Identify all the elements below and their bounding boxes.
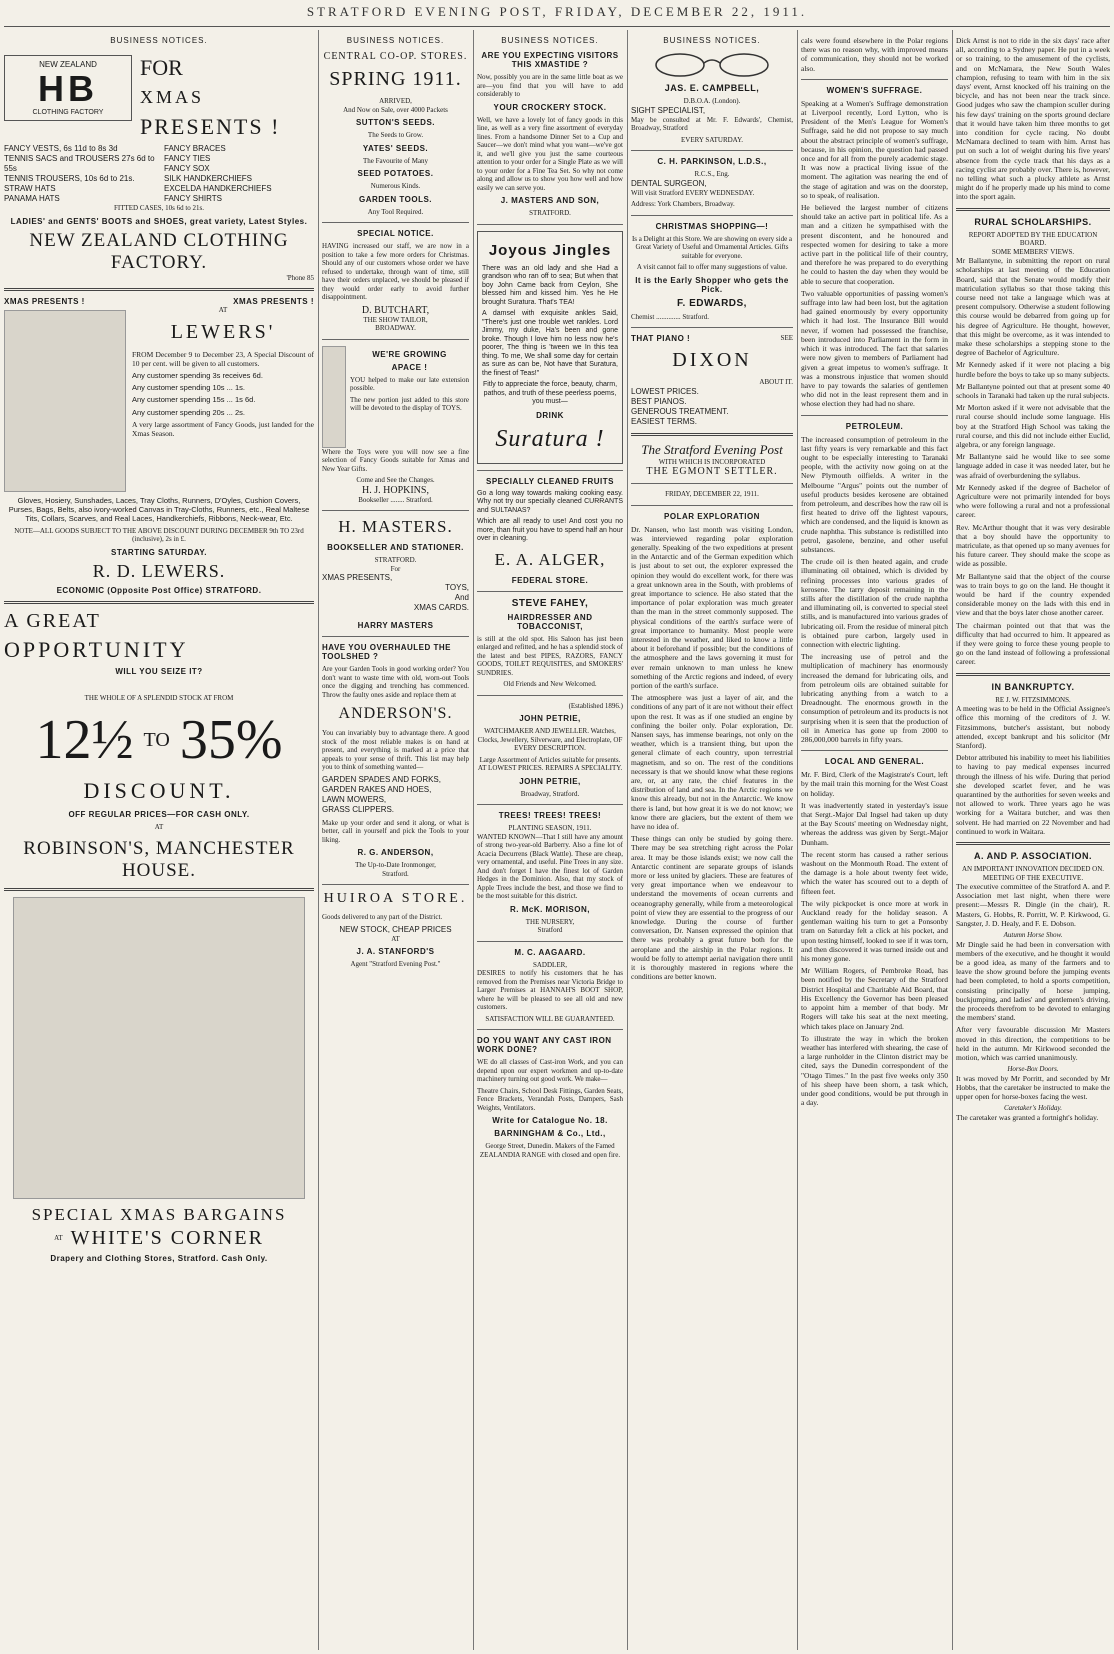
discount-word: DISCOUNT. [83, 778, 235, 804]
ad-text: A visit cannot fail to offer many suggestions of value. [636, 263, 788, 271]
ad-verse: There was an old lady and she Had a grandson who ran off to sea; But when that boy John Came back from Ceylon, She blessed him and kissed him. Yes he He brought Suratura. That's TEA! [482, 264, 618, 306]
masters-ad [322, 517, 469, 630]
robinsons-ad [4, 610, 314, 882]
article-paragraph: Mr Ballantyne, in submitting the report on rural scholarships at last meeting of the Education Board, said that the Senate would modify their matriculation syllabus so that those taking this course need not take a language which was at present compulsory. Otherwise a student following this course would be debarred from going up for his degree of Agriculture. He thought, however, that this might be overcome, as it was intended to make these scholarships a stepping stone to the degree of Bachelor of Agriculture. [956, 256, 1110, 358]
article-paragraph: It was inadvertently stated in yesterday's issue that Sergt.-Major Dal Ingsel had taken up duty at the Bay Scouts' meeting on Wednesday night, whereas the address was given by Sergt.-Major Dunham. [801, 800, 948, 847]
issue-date: FRIDAY, DECEMBER 22, 1911. [665, 490, 759, 498]
section-heading: BUSINESS NOTICES. [346, 36, 445, 45]
parkinson-ad [631, 157, 793, 209]
ad-text: Well, we have a lovely lot of fancy goods in this line, as well as a very fine assortment of everyday lines. From a handsome Dinner Set to a Cup and Saucer—we don't mind what you want—we've got it, and we'll give you just the same courteous attention to your order for a Single Plate as we will to your order for a Fine Tea Set. So why not come along and allow us to show you how well and how easily we can serve you. [477, 115, 623, 192]
discount-percent: 35% [179, 709, 283, 772]
article-paragraph: After very favourable discussion Mr Masters moved in this direction, the competitions to be held in the autumn. Mr Kirkwood seconded the motion, which was carried unanimously. [956, 1025, 1110, 1062]
ad-headline: SPECIALLY CLEANED FRUITS [485, 476, 614, 486]
ad-text: ARRIVED, [379, 97, 412, 105]
ad-text: TOYS, [445, 583, 469, 592]
ad-footer: SATISFACTION WILL BE GUARANTEED. [485, 1014, 615, 1023]
divider [322, 510, 469, 511]
goods-item: SILK HANDKERCHIEFS [164, 174, 253, 183]
ad-text: EVERY SATURDAY. [681, 135, 743, 144]
divider [801, 79, 948, 80]
article-title: WOMEN'S SUFFRAGE. [826, 85, 923, 95]
ad-note: NOTE—ALL GOODS SUBJECT TO THE ABOVE DISCOUNT DURING DECEMBER 9th TO 23rd (inclusive), 2s in £. [14, 526, 304, 544]
column-3 [473, 30, 627, 1650]
article-paragraph: Mr Ballantyne pointed out that at present some 40 schools in Taranaki had taken up the rural subjects. [956, 381, 1110, 400]
ad-text: ABOUT IT. [759, 378, 793, 386]
nameplate-sub: WITH WHICH IS INCORPORATED [658, 457, 766, 466]
phone-number: 'Phone 85 [286, 273, 314, 282]
masthead: STRATFORD EVENING POST, FRIDAY, DECEMBER 22, 1911. [306, 4, 808, 19]
ad-item: LAWN MOWERS, [322, 794, 387, 804]
ad-signature: THE SHOW TAILOR, [363, 315, 428, 324]
ad-text: Gloves, Hosiery, Sunshades, Laces, Tray Cloths, Runners, D'Oyles, Cushion Covers, Purses, Bags, Belts, also ivory-worked Canvas in Tray-Cloths, Runners, etc., Real Maltese Tits, Collars, Scarves, and Real Laces, Handkerchiefs, Ribbons, Neck-wear, Etc. [8, 496, 310, 524]
nz-clothing-ad [4, 51, 314, 282]
alger-ad [477, 477, 623, 585]
ad-text: Which are all ready to use! And cost you no more, than fruit you have to spend half an hour over in cleaning. [477, 518, 623, 542]
article-paragraph: A meeting was to be held in the Official Assignee's office this morning of the creditors of J. W. Fitzsimmons, butcher's assistant, but nobody attended, except bankrupt and his solicitor (Mr Stanford). [956, 704, 1110, 750]
ad-headline: CHRISTMAS SHOPPING—! [655, 221, 769, 231]
man-illustration [322, 346, 346, 448]
lady-illustration [4, 310, 126, 492]
ad-headline: FOR [140, 55, 183, 80]
ad-signature: J. MASTERS AND SON, [500, 196, 600, 205]
divider [631, 327, 793, 328]
ad-text: THE WHOLE OF A SPLENDID STOCK AT FROM [84, 693, 234, 702]
ad-headline: SPECIAL XMAS BARGAINS [31, 1204, 287, 1224]
goods-item: FANCY SHIRTS [164, 194, 222, 203]
ad-signature: The Up-to-Date Ironmonger, [355, 861, 436, 869]
hb-logo-line: CLOTHING FACTORY [32, 109, 104, 116]
masters-crockery-ad [477, 51, 623, 218]
ad-signature: THE NURSERY, [525, 917, 575, 926]
ad-headline: XMAS PRESENTS ! [4, 297, 85, 306]
nameplate-sub: THE EGMONT SETTLER. [646, 466, 778, 477]
article-paragraph: cals were found elsewhere in the Polar regions there was no reason why, with improved means of communication, they should not be worked also. [801, 36, 948, 73]
ad-text: May be consulted at Mr. F. Edwards', Chemist, Broadway, Stratford [631, 115, 793, 132]
article-title: POLAR EXPLORATION [664, 511, 760, 521]
hb-logo-mark: HB [38, 68, 98, 109]
ad-text: SEE [780, 334, 793, 342]
article-subtitle: REPORT ADOPTED BY THE EDUCATION BOARD. [968, 230, 1098, 248]
ad-text: NEW STOCK, CHEAP PRICES [339, 924, 452, 934]
article-paragraph: To illustrate the way in which the broken weather has interfered with shearing, the case of a large runholder in the Clinton district may be cited, says the Dunedin correspondent of the "Otago Times." In the past five weeks only 350 of his sheep have been shorn, a task which, under good conditions, would be put through in a day. [801, 1033, 948, 1108]
ad-headline: XMAS [140, 87, 205, 107]
ad-item: Any Tool Required. [367, 207, 424, 216]
campbell-ad [631, 51, 793, 144]
ad-signature: Broadway, Stratford. [520, 789, 580, 798]
ad-text: HAVING increased our staff, we are now in a position to take a few more orders for Christmas. Should any of our customers whose order we have refused to undertake, through want of time, still have their orders unplaced, we should be pleased if they would order early to avoid further disappointment. [322, 242, 469, 301]
ad-item: EASIEST TERMS. [631, 416, 697, 426]
santa-illustration [13, 897, 305, 1199]
newspaper-nameplate [631, 442, 793, 499]
ad-at: AT [54, 1233, 63, 1242]
ad-signature: JOHN PETRIE, [519, 776, 581, 786]
article-title: RURAL SCHOLARSHIPS. [974, 216, 1092, 227]
article-subhead: Caretaker's Holiday. [1003, 1104, 1062, 1113]
ad-signature: E. A. ALGER, [494, 549, 606, 569]
dixon-name: DIXON [672, 349, 752, 371]
divider [477, 470, 623, 471]
ad-text: Address: York Chambers, Broadway. [631, 200, 735, 208]
suffrage-article [801, 86, 948, 409]
lewers-signature: R. D. LEWERS. [92, 560, 226, 581]
petroleum-article [801, 422, 948, 745]
masthead-rule [4, 26, 1110, 27]
ad-subhead: BOOKSELLER AND STATIONER. [327, 543, 464, 552]
ad-headline: Joyous Jingles [488, 241, 612, 259]
ad-headline: STEVE FAHEY, [511, 597, 589, 609]
ad-signature: Bookseller ........ Stratford. [358, 495, 433, 504]
divider [477, 695, 623, 696]
ad-text: You can invariably buy to advantage there. A good stock of the most reliable makes is on hand at present, and everything is marked at a price that appeals to your sense of thrift. This list may help you to think of something wanted— [322, 729, 469, 771]
ad-text: Go a long way towards making cooking easy. Why not try our specially cleaned CURRANTS and SULTANAS? [477, 489, 623, 514]
ad-headline: C. H. PARKINSON, L.D.S., [657, 157, 767, 166]
divider [956, 842, 1110, 845]
nameplate-title: The Stratford Evening Post [641, 441, 783, 457]
ad-headline: PRESENTS ! [140, 114, 281, 139]
article-paragraph: Mr Dingle said he had been in conversation with members of the executive, and he thought it would be a good idea, as many of the farmers and to leave the show ground before the jumping events had been completed, to hold a sports competition, consisting principally of horse jumping, buckjumping, and ladies' and gentlemen's driving, the proceeds therefrom to be devoted to enlarging the members' stand. [956, 939, 1110, 1023]
ad-subhead: DENTAL SURGEON, [631, 178, 707, 188]
divider [322, 222, 469, 223]
article-subhead: Autumn Horse Show. [1003, 931, 1063, 940]
ad-text: STRATFORD. [374, 556, 417, 564]
ad-item: The Seeds to Grow. [367, 131, 424, 139]
ad-text: Any customer spending 20s ... 2s. [132, 407, 245, 417]
ad-text: WANTED KNOWN—That I still have any amount of strong two-year-old Barberry. Also a fine lot of Acacia Decurrens (Black Wattle). These are cheap, very ornamental, and useful. Pine Trees in any size. And don't forget I have the finest lot of Garden Hedges in the Dominion. Also, that my stock of Apple Trees include the best, and those we find to be the most suitable for this district. [477, 832, 623, 900]
article-paragraph: Mr Morton asked if it were not advisable that the rural course should include some language. His boy at the Stratford High School was taking the rural course, and this did not include either Euclid, algebra, or any foreign language. [956, 403, 1110, 450]
article-subhead: Horse-Box Doors. [1007, 1065, 1059, 1074]
ad-headline: A GREAT [4, 609, 101, 632]
ad-item: Numerous Kinds. [370, 182, 421, 190]
local-general-article [801, 757, 948, 1107]
article-paragraph: Mr Kennedy asked if the degree of Bachelor of Agriculture were not primarily intended for boys who were following a rural and not a professional career. [956, 482, 1110, 520]
ad-signature: Chemist .............. Stratford. [631, 312, 709, 321]
lewers-name: LEWERS' [170, 320, 276, 343]
ad-headline: TREES! TREES! TREES! [498, 811, 602, 820]
ad-item: LOWEST PRICES. [631, 386, 699, 396]
article-paragraph: It was moved by Mr Porritt, and seconded by Mr Hobbs, that the caretaker be instructed to make the upper open for horse-boxes facing the west. [956, 1073, 1110, 1102]
ad-signature: George Street, Dunedin. Makers of the Famed ZEALANDIA RANGE with closed and open fire. [479, 1142, 621, 1159]
article-paragraph: Rev. McArthur thought that it was very desirable that a boy should have the opportunity to matriculate, as that opened up so many avenues for his future career. They should make the scope as wide as possible. [956, 522, 1110, 569]
article-paragraph: The crude oil is then heated again, and crude illuminating oil obtained, which is divided by refining processes into various grades of kerosene. The tarry deposit remaining in the stills after the distillation of the crude naphtha and illuminating oil, is converted to special steel stills, and is manufactured into various grades of lubricating oil. From the residue of mineral pitch is obtained pure carbon, largely used in connection with electric lighting. [801, 557, 948, 649]
nz-clothing-name: NEW ZEALAND CLOTHING FACTORY. [29, 229, 289, 273]
divider [477, 224, 623, 225]
ad-subhead: YOUR CROCKERY STOCK. [493, 102, 607, 112]
ad-signature: BARNINGHAM & Co., Ltd., [494, 1129, 606, 1138]
ad-headline: H. MASTERS. [338, 517, 453, 536]
section-heading: BUSINESS NOTICES. [663, 36, 761, 45]
fahey-ad [477, 598, 623, 689]
ad-item: GARDEN SPADES AND FORKS, [322, 774, 441, 784]
article-paragraph: Mr. F. Bird, Clerk of the Magistrate's Court, left by the mail train this morning for the West Coast on holiday. [801, 770, 948, 798]
ad-text: Goods delivered to any part of the District. [322, 913, 443, 921]
ad-subhead: HAIRDRESSER AND TOBACCONIST, [507, 612, 593, 631]
column-4 [627, 30, 797, 1650]
ad-text: Any customer spending 3s receives 6d. [132, 370, 263, 380]
goods-item: FANCY BRACES [164, 144, 226, 153]
rural-scholarships-article [956, 217, 1110, 667]
column-6 [952, 30, 1114, 1650]
anderson-ad [322, 643, 469, 878]
goods-item: FANCY TIES [164, 154, 211, 163]
column-5 [797, 30, 952, 1650]
divider [477, 804, 623, 805]
ad-text: Will visit Stratford EVERY WEDNESDAY. [631, 188, 755, 197]
ad-headline: ANDERSON'S. [338, 705, 453, 722]
ad-signature: D. BUTCHART, [361, 304, 430, 316]
article-paragraph: Mr William Rogers, of Pembroke Road, has been notified by the Secretary of the Stratford District Hospital and Charitable Aid Board, that His Excellency the Governor has been pleased to appoint him a member of that body. Mr Rogers will take his seat at the next meeting, which takes place on January 2nd. [801, 966, 948, 1031]
ad-subhead: WATCHMAKER AND JEWELLER. Watches, Clocks, Jewellery, Silverware, and Electroplate, OF EVERY DESCRIPTION. [477, 727, 623, 752]
ad-text: WE do all classes of Cast-iron Work, and you can depend upon our expert workmen and up-to-date machinery turning out good work. We make— [477, 1058, 623, 1083]
divider [4, 601, 314, 604]
divider [477, 941, 623, 942]
robinsons-name: ROBINSON'S, MANCHESTER HOUSE. [23, 837, 295, 881]
ad-item: GARDEN TOOLS. [358, 194, 433, 204]
article-paragraph: The wily pickpocket is once more at work in Auckland ready for the holiday season. A gentleman waiting his turn to get a Ponsonby tram on Saturday felt a click at his pocket, and upon testing himself, looked to see if it was torn, and then discovered it was turned inside out and his money gone. [801, 898, 948, 964]
divider [322, 636, 469, 637]
article-title: A. AND P. ASSOCIATION. [973, 851, 1092, 862]
divider [956, 673, 1110, 676]
ad-text: XMAS CARDS. [413, 603, 469, 612]
ad-text: Now, possibly you are in the same little boat as we are—you find that you will have to add considerably to [477, 73, 623, 98]
hopkins-ad [322, 346, 469, 505]
ad-text: The new portion just added to this store will be devoted to the display of TOYS. [350, 395, 469, 412]
price-item: PANAMA HATS [4, 194, 60, 203]
divider [322, 339, 469, 340]
spectacles-icon [632, 51, 792, 79]
ad-text: Any customer spending 15s ... 1s 6d. [132, 395, 256, 405]
price-item: STRAW HATS [4, 184, 56, 193]
ad-item: BEST PIANOS. [631, 396, 687, 406]
divider [631, 483, 793, 484]
article-paragraph: The recent storm has caused a rather serious washout on the Monmouth Road. The extent of the damage is a hole about twenty feet wide, which the water has scoured out to a depth of fifteen feet. [801, 849, 948, 896]
hb-logo-line: NEW ZEALAND [39, 60, 97, 69]
price-item: TENNIS TROUSERS, 10s 6d to 21s. [4, 174, 135, 183]
hb-logo [4, 55, 132, 121]
ad-headline: THAT PIANO ! [631, 334, 691, 343]
ad-headline: JOHN PETRIE, [519, 714, 581, 723]
suratura-ad [477, 231, 623, 464]
article-subtitle: SOME MEMBERS' VIEWS. [991, 247, 1075, 256]
ad-text: Come and See the Changes. [356, 476, 435, 484]
article-paragraph: Two valuable opportunities of passing women's suffrage into law had been lost, but the agitation had gained enormously by every opportunity which it had lost. The Insurance Bill would never, if women had possessed the franchise, been introduced into Parliament in the form in which it was introduced. The fact that salaries were now given to members of Parliament had given a great impetus to women's suffrage. It was a monstrous injustice that women should have to pay towards the salaries of gentlemen who did not in the least represent them and in whose election they had had no share. [801, 288, 948, 409]
ad-text: Theatre Chairs, School Desk Fittings, Garden Seats, Fence Brackets, Verandah Posts, Dampers, Sash Weights, Ventilators. [477, 1086, 624, 1112]
article-paragraph: He believed the largest number of citizens should take an active part in political life. As a man and a citizen he sympathised with the present discontent, and he honoured and respected women for desiring to take a more active part in the political life of their country, and therefore he was prepared to do everything he could to hasten the day when they would be able to secure that cooperation. [801, 203, 948, 286]
ad-signature: Stratford. [382, 869, 409, 878]
ad-at: AT [391, 934, 400, 943]
ad-subhead: D.B.O.A. (London). [683, 97, 741, 105]
ad-text: A very large assortment of Fancy Goods, just landed for the Xmas Season. [132, 419, 314, 438]
ad-signature: HARRY MASTERS [357, 621, 434, 630]
ad-subhead: SADDLER, [532, 960, 568, 969]
ad-signature: R. McK. MORISON, [509, 904, 590, 914]
article-paragraph: Debtor attributed his inability to meet his liabilities to having to pay medical expenses incurred through the illness of his wife. During that period she developed scarlet fever, and he was quarantined by the authorities for seven weeks and not allowed to work. Three years ago he was working for a Waitara butcher, and was then solvent. He had married on 22 November and had continued to work in Waitara. [956, 753, 1110, 836]
ad-subhead: DRINK [536, 410, 564, 420]
ad-signature: J. A. STANFORD'S [356, 947, 435, 956]
divider [631, 433, 793, 436]
ad-item: SEED POTATOES. [357, 169, 434, 178]
ad-note: OFF REGULAR PRICES—FOR CASH ONLY. [68, 810, 250, 820]
ad-item: SUTTON'S SEEDS. [355, 118, 436, 127]
ad-at: AT [154, 823, 164, 832]
ad-item: The Favourite of Many [362, 156, 429, 165]
ad-signature: F. EDWARDS, [677, 297, 747, 309]
boots-line: LADIES' and GENTS' BOOTS and SHOES, great variety, Latest Styles. [10, 216, 308, 226]
aagaard-ad [477, 948, 623, 1024]
ad-text: Make up your order and send it along, or what is better, call in yourself and pick the Tools to your liking. [322, 818, 469, 844]
ad-footer: Old Friends and New Welcomed. [503, 680, 597, 688]
ad-text: (Established 1896.) [568, 701, 623, 710]
fitted-cases: FITTED CASES, 10s 6d to 21s. [113, 204, 205, 212]
ad-footer: Drapery and Clothing Stores, Stratford. Cash Only. [50, 1253, 268, 1263]
ad-subhead: STARTING SATURDAY. [111, 547, 207, 557]
ad-text: YOU helped to make our late extension possible. [350, 375, 469, 392]
ad-signature: STRATFORD. [529, 209, 571, 217]
article-paragraph: The caretaker was granted a fortnight's holiday. [956, 1112, 1099, 1122]
ad-text: And [454, 593, 469, 602]
divider [801, 750, 948, 751]
ad-signature: Stratford [537, 926, 563, 934]
ad-signature: FEDERAL STORE. [511, 575, 589, 585]
ad-headline: XMAS PRESENTS ! [233, 297, 314, 306]
whites-corner-name: WHITE'S CORNER [70, 1226, 264, 1249]
ad-headline: WE'RE GROWING [372, 349, 447, 359]
ad-headline: SPRING 1911. [329, 68, 462, 90]
ad-headline: CENTRAL CO-OP. STORES. [323, 51, 468, 62]
ad-subhead: WILL YOU SEIZE IT? [115, 666, 203, 676]
divider [801, 415, 948, 416]
ad-text: DESIRES to notify his customers that he has removed from the Premises near Victoria Bridge to Larger Premises at HANNAH'S BOOT SHOP, where he will be pleased to see all old and new customers. [477, 969, 623, 1011]
ad-headline: HAVE YOU OVERHAULED THE TOOLSHED ? [322, 643, 451, 661]
ad-text: And Now on Sale, over 4000 Packets [343, 105, 448, 114]
ad-headline: DO YOU WANT ANY CAST IRON WORK DONE? [477, 1036, 612, 1054]
suratura-brand: Suratura ! [495, 425, 605, 452]
discount-from: 12½ [35, 709, 134, 772]
ad-text: Fitly to appreciate the force, beauty, charm, pathos, and truth of these peerless poems, you must— [482, 381, 618, 405]
divider [631, 215, 793, 216]
ap-association-article [956, 851, 1110, 1122]
section-heading: BUSINESS NOTICES. [501, 36, 599, 45]
barningham-ad [477, 1036, 623, 1159]
ad-headline: JAS. E. CAMPBELL, [664, 83, 760, 93]
ad-item: YATES' SEEDS. [362, 143, 429, 153]
edwards-ad [631, 222, 793, 322]
ad-headline: APACE ! [391, 362, 428, 372]
ad-item: GENEROUS TREATMENT. [631, 406, 729, 416]
ad-text: FROM December 9 to December 23, A Special Discount of 10 per cent. will be given to all customers. [132, 349, 314, 368]
ad-signature: Agent "Stratford Evening Post." [350, 960, 441, 968]
article-paragraph: The executive committee of the Stratford A. and P. Association met last night, when there were present:—Messrs R. Dingle (in the chair), R. Masters, G. Hobbs, R. Porritt, W. P. Kirkwood, G. Sangster, J. D. Healy, and F. E. Dobson. [956, 882, 1110, 928]
ad-headline: HUIROA STORE. [323, 891, 468, 906]
goods-item: FANCY SOX [164, 164, 210, 173]
column-2 [318, 30, 473, 1650]
butchart-ad [322, 229, 469, 333]
polar-article [631, 512, 793, 982]
ad-item: GRASS CLIPPERS. [322, 804, 395, 814]
discount-to: TO [143, 728, 170, 751]
article-paragraph: Mr Ballantyne said he would like to see some language added in case it was needed later, but he was afraid of overburdening the syllabus. [956, 452, 1110, 480]
column-1 [0, 30, 318, 1650]
ad-item: GARDEN RAKES AND HOES, [322, 784, 432, 794]
section-heading: BUSINESS NOTICES. [110, 36, 208, 45]
price-item: FANCY VESTS, 6s 11d to 8s 3d [4, 144, 118, 153]
ad-text: Any customer spending 10s ... 1s. [132, 383, 245, 393]
price-list [4, 144, 164, 204]
dixon-ad [631, 334, 793, 427]
article-paragraph: Mr Kennedy asked if it were not placing a big hurdle before the boys to take up so many subjects. [956, 360, 1110, 379]
article-paragraph: Speaking at a Women's Suffrage demonstration at Liverpool recently, Lord Lytton, who is President of the Men's League for Women's Suffrage, said he did not propose to say much about the abstract principle of women's suffrage, because, in his opinion, the question had passed once and for all from the purely academic stage. It was now a practical living issue of the moment. The agitation was nearing the end of the stage of agitation and was on the doorstep, so to speak, of realisation. [801, 98, 948, 200]
ad-headline: M. C. AAGAARD. [514, 947, 586, 957]
article-paragraph: These things can only be studied by going there. There may be sea stretching right across the Polar area. It may be those islands exist; we now call the Antarctic continent are separate groups of islands more or less united by glaciers. These are features of very great importance when we endeavour to understand the movements of ocean currents and oceanography generally, while from a meteorological point of view they are essential to the progress of our knowledge. During the course of further conversation, Dr. Nansen expressed the opinion that there was probably a great future both for the aeroplane and the airship in the Polar regions. It would be folly to attempt aerial navigation there until it is thoroughly mastered in regions where the conditions are better known. [631, 834, 793, 982]
ad-subhead: It is the Early Shopper who gets the Pick. [635, 275, 789, 294]
petrie-ad [477, 702, 623, 799]
divider [4, 288, 314, 291]
article-title: PETROLEUM. [845, 421, 904, 431]
ad-subhead: R.C.S., Eng. [694, 170, 730, 178]
ad-at: AT [218, 306, 228, 314]
ad-subhead: PLANTING SEASON, 1911. [508, 824, 592, 832]
goods-list [164, 144, 314, 204]
ad-subhead: Write for Catalogue No. 18. [492, 1116, 608, 1125]
ad-text: Are your Garden Tools in good working order? You don't want to waste time with old, worn-out Tools once the digging and trenching has commenced. Throw the faulty ones aside and replace them at [322, 665, 469, 699]
article-subtitle: MEETING OF THE EXECUTIVE. [982, 873, 1084, 882]
ad-signature: BROADWAY. [375, 324, 416, 332]
divider [631, 150, 793, 151]
morison-ad [477, 811, 623, 935]
ad-text: Large Assortment of Articles suitable for presents. AT LOWEST PRICES. REPAIRS A SPECIALITY. [477, 755, 623, 772]
ad-text: For [390, 564, 401, 573]
bankruptcy-article [956, 682, 1110, 836]
article-subtitle: RE J. W. FITZSIMMONS. [995, 695, 1071, 704]
ad-headline: SPECIAL NOTICE. [357, 229, 434, 238]
article-paragraph: The chairman pointed out that that was the difficulty that had occurred to him. It appeared as if they were going to force these young people to go on the land instead of following a professional career. [956, 620, 1110, 667]
article-subtitle: AN IMPORTANT INNOVATION DECIDED ON. [961, 865, 1105, 874]
divider [631, 505, 793, 506]
article-paragraph: Dr. Nansen, who last month was visiting London, was interviewed regarding polar exploration generally. Speaking of the two expeditions at present in the Antarctic and of the German expedition which is just about to set out, the explorer expressed the opinion they would do excellent work, for there was a great unknown area in the South, with problems of great importance to science. He also stated that the importance of polar exploration was much greater than the man in the street commonly supposed. The physical conditions of the earth's surface were of great importance to humanity. Most people were interested in the weather, and liked to know a little about it beforehand if possible; but the conditions of the atmosphere and the laws governing it must for ever remain unknown to man unless he knew something of the Arctic regions and indeed, of every portion of the earth's surface. [631, 524, 793, 690]
ad-text: Is a Delight at this Store. We are showing on every side a Great Variety of Useful and Ornamental Articles. Gifts suitable for everyone. [631, 234, 793, 260]
divider [477, 591, 623, 592]
whites-corner-ad [4, 897, 314, 1263]
ad-headline: ARE YOU EXPECTING VISITORS THIS XMASTIDE ? [481, 51, 619, 69]
article-title: LOCAL AND GENERAL. [824, 757, 925, 767]
lewers-ad [4, 297, 314, 595]
article-paragraph: Dick Arnst is not to ride in the six days' race after all, according to a Sydney paper. He put in a week or so training, to the amusement of the cyclists, and on McNamara, the New South Wales champion, refusing to team with him in the six days' event, Arnst knocked off his training on the bicycle, and has not been near the track since. Good judges who saw the champion sculler during his few days' training on the sports ground declare that it would have taken him three months to get into condition for cycle racing. No doubt McNamara declined to team with him. Arnst has put on such a lot of weight during his five years' absence from the cycle track that his days as a racing cyclist are probably over. There is, however, no telling what such a plucky athlete as Arnst might do if he properly made up his mind to come into the sport again. [956, 36, 1110, 202]
ad-signature: H. J. HOPKINS, [362, 484, 429, 496]
divider [956, 208, 1110, 211]
ad-signature: R. G. ANDERSON, [357, 848, 434, 857]
huiroa-ad [322, 891, 469, 969]
article-title: IN BANKRUPTCY. [991, 681, 1075, 692]
ad-text: is still at the old spot. His Saloon has just been enlarged and refitted, and he has a splendid stock of the latest and best PIPES, RAZORS, FANCY GOODS, TOILET REQUISITES, and SMOKERS' SUNDRIES. [477, 634, 623, 677]
ad-headline: OPPORTUNITY [4, 636, 189, 662]
article-paragraph: The increasing use of petrol and the multiplication of machinery has enormously increased the demand for lubricating oils, and from petroleum oils are obtained suitable for lubricating anything from a watch to a Dreadnought. The enormous growth in the consumption of petroleum and its products is not surprising when it is seen that the production of oil in America has gone up from 2000 to 286,000,000 barrels in fifty years. [801, 652, 948, 745]
divider [4, 888, 314, 891]
article-paragraph: The atmosphere was just a layer of air, and the conditions of any part of it are not without their effect upon the rest. It was as if one studied an engine by confining the boiler only. Polar exploration, Dr. Nansen says, has immense bearings, not only on the weather, which is a transient thing, but upon the general climate of each country, upon terrestrial magnetism, and so on. The rest of the conditions necessary is that we should know what these regions are, or, at any rate, the chief features in the distribution of land and sea. In the Arctic regions we know this already, but not in the Antarctic. We know there is land, but how great it is we do not know; we know there are glaciers, but the extent of them we have no idea of. [631, 693, 793, 831]
divider [322, 884, 469, 885]
ad-address: ECONOMIC (Opposite Post Office) STRATFORD. [56, 585, 262, 595]
ad-verse: A damsel with exquisite ankles Said, "There's just one trouble wet rankles. Lord Jimmy, my duke, Ha's been and gone broke. Though I love him no less now he's poorer, The thing is 'tween we In this tea thing. To me, We shall some day for certain as sure as can be, Not have that Suratura, the finest of Teas!" [482, 310, 618, 377]
article-paragraph: Mr Ballantyne said that the object of the course was to train boys to go on the land. He thought it would be hard if the country expended considerable money on the lads with this end in view and that the boys later chose another career. [956, 571, 1110, 618]
ad-text: XMAS PRESENTS, [322, 573, 393, 582]
central-coop-ad [322, 51, 469, 216]
ad-text: Where the Toys were you will now see a fine selection of Fancy Goods suitable for Xmas and New Year Gifts. [322, 447, 469, 473]
price-item: TENNIS SACS and TROUSERS 27s 6d to 55s [4, 154, 155, 173]
ad-subhead: SIGHT SPECIALIST, [631, 105, 706, 115]
divider [477, 1029, 623, 1030]
article-paragraph: The increased consumption of petroleum in the last fifty years is very remarkable and this fact ought to be especially interesting to Taranaki people, with the activity now going on at the New Plymouth oilfields. A writer in the Melbourne "Argus" points out the number of useful products besides kerosene are obtained from petroleum, and describes how the raw oil is first heated to drive off the lightest vapours, which are condensed, and the liquid is known as crude naphtha. This substance is redistilled into petrol, gasolene, benzine, and other useful substances. [801, 434, 948, 554]
goods-item: EXCELDA HANDKERCHIEFS [164, 184, 272, 193]
